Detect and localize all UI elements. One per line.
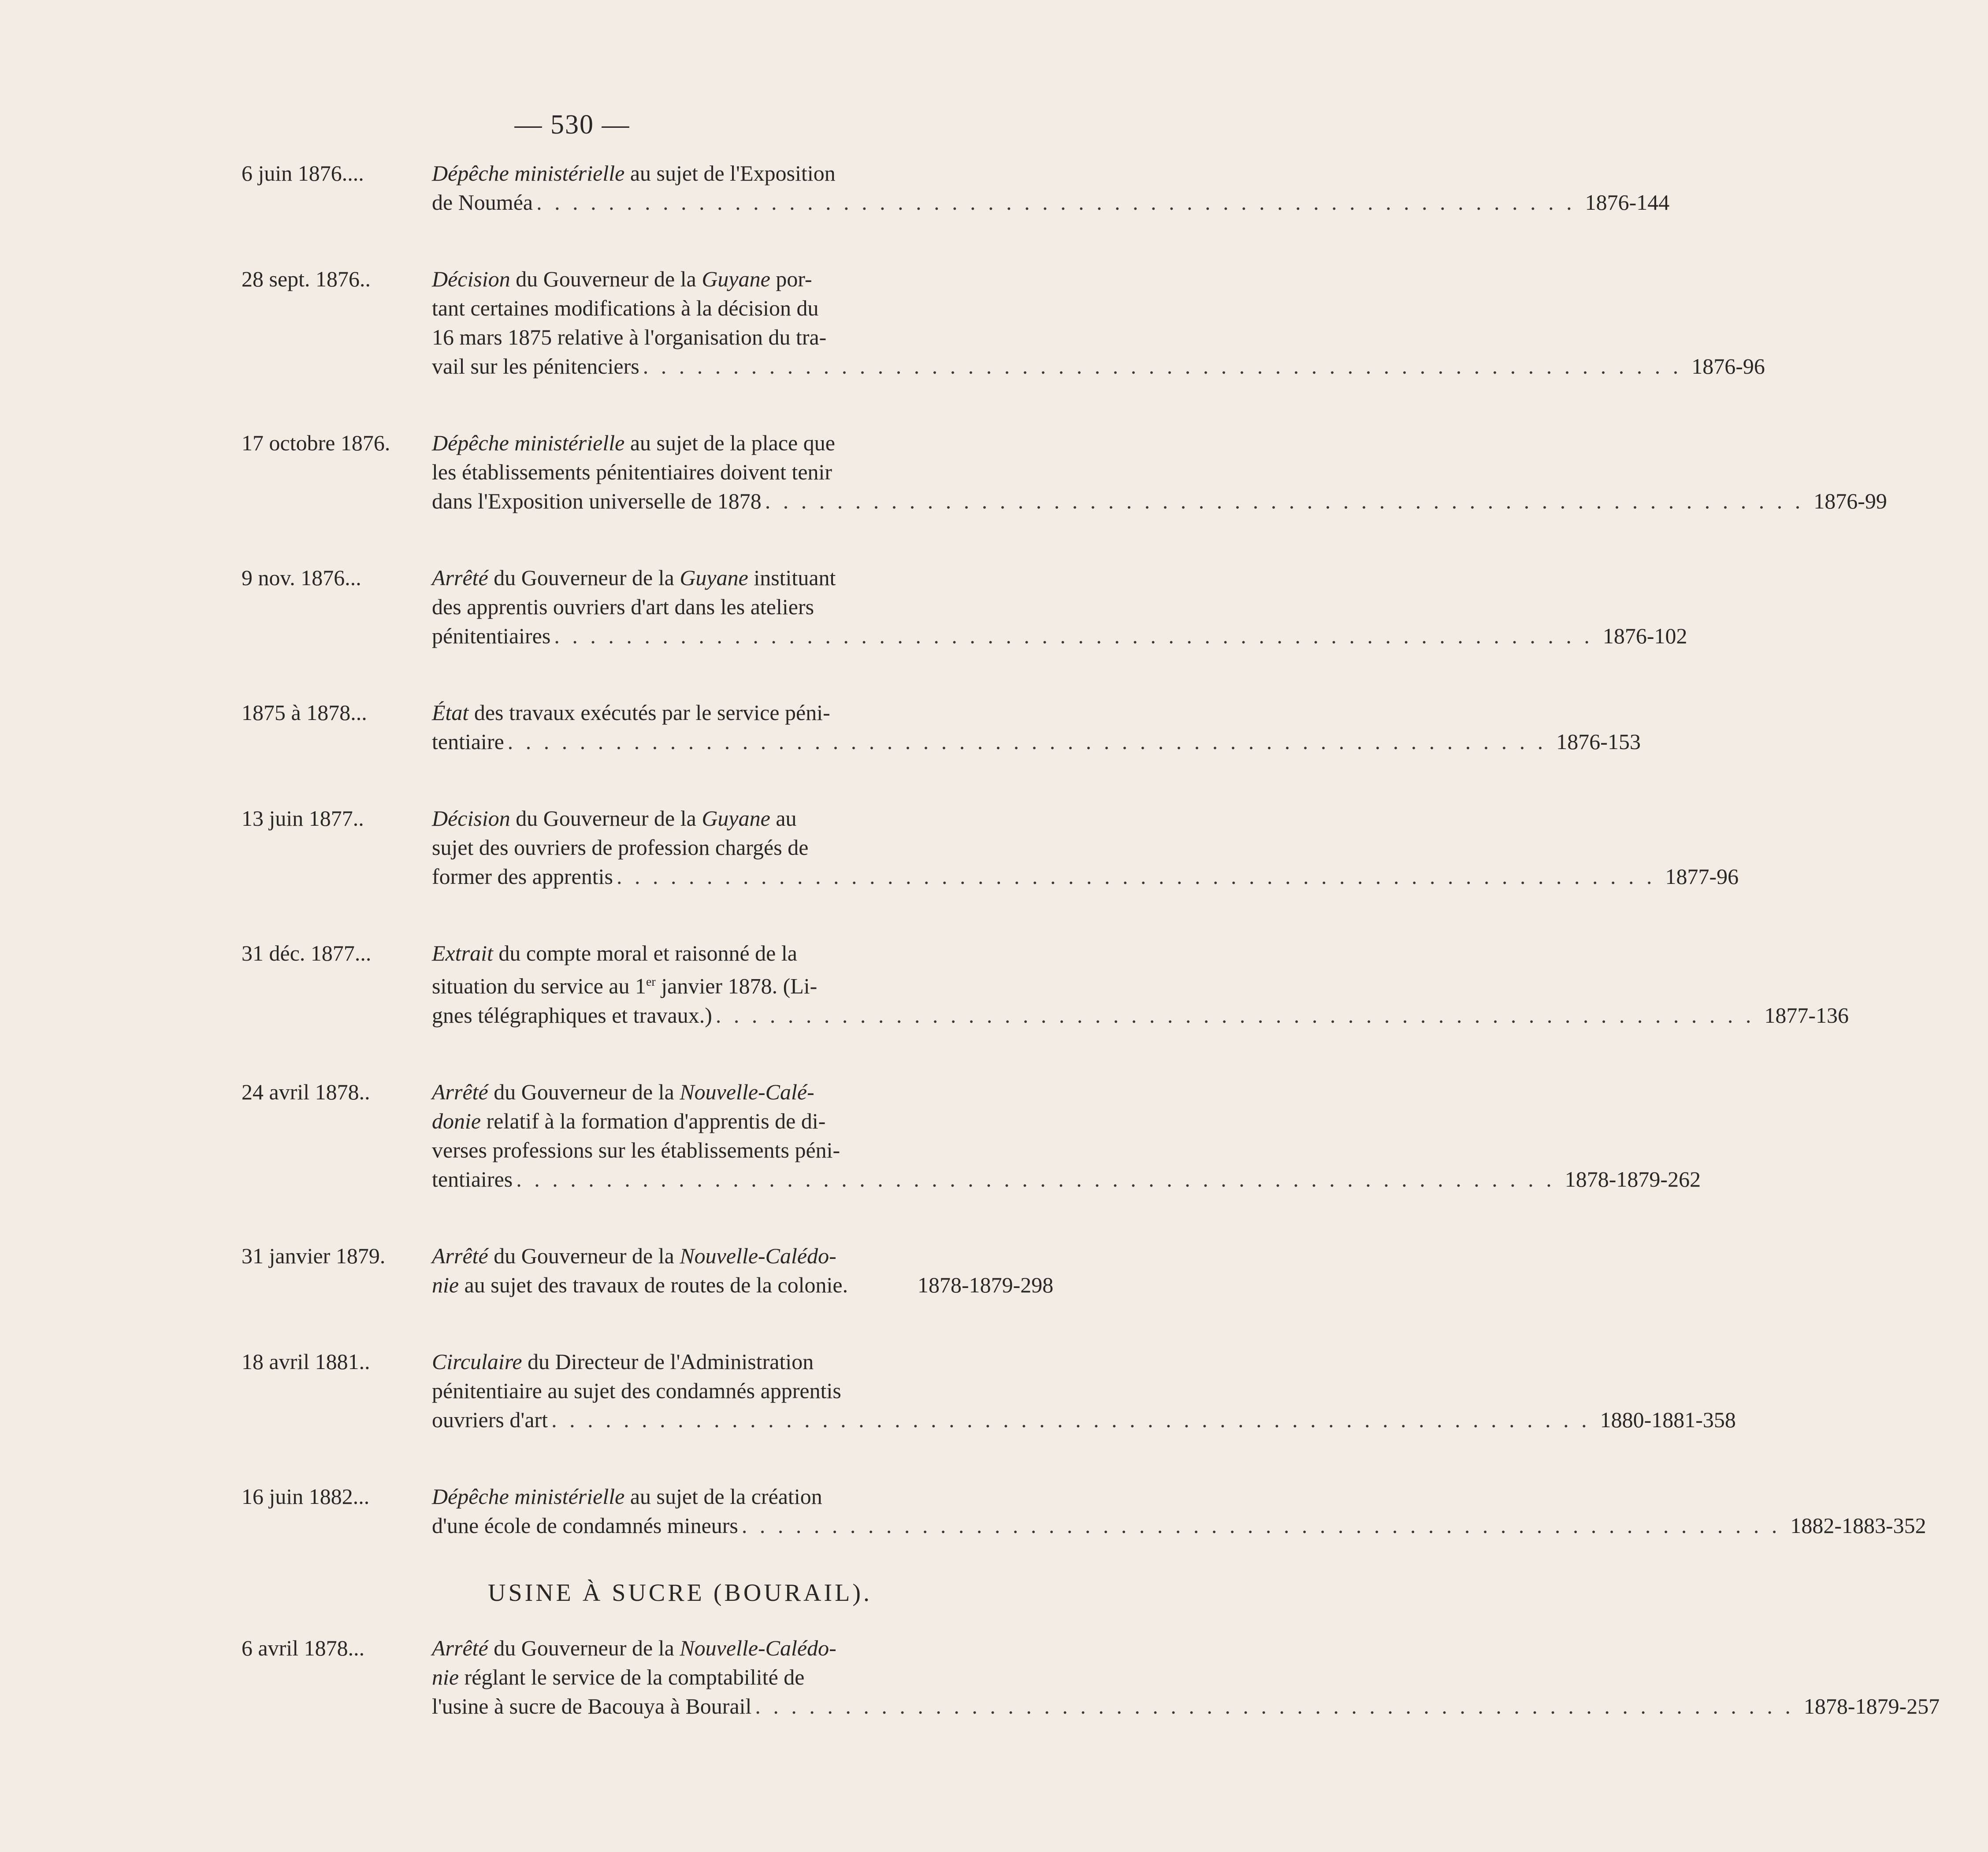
description-last-line: [432, 1001, 1939, 1030]
reference-number: 1878-1879-298: [918, 1272, 1054, 1297]
description-line: tant certaines modifications à la décision du: [432, 296, 819, 320]
index-entry: [242, 159, 1670, 217]
description-line: donie relatif à la formation d'apprentis de di-: [432, 1108, 826, 1133]
description-line: nie au sujet des travaux de routes de la colonie.: [432, 1272, 848, 1297]
entry-list: [242, 159, 1940, 1768]
entry-date: 13 juin 1877..: [242, 806, 364, 831]
entry-description: [432, 1633, 1978, 1721]
description-line: nie réglant le service de la comptabilité de: [432, 1664, 805, 1689]
description-line: gnes télégraphiques et travaux.): [432, 1002, 712, 1028]
index-entry: [242, 1633, 1940, 1721]
description-line: Circulaire du Directeur de l'Administration: [432, 1349, 814, 1374]
entry-description: [432, 563, 1777, 650]
description-last-line: [432, 352, 1866, 381]
reference-number: 1876-153: [1556, 729, 1641, 754]
index-entry: [242, 1347, 1736, 1434]
description-line: d'une école de condamnés mineurs: [432, 1513, 738, 1538]
dot-leader: . . . . . . . . . . . . . . . . . . . . . . . . . . . . . . . . . . . . . . . . . . . . . . . . . . . . . . . . . .: [536, 190, 1576, 215]
entry-description: [432, 1077, 1739, 1194]
reference-number: 1876-102: [1602, 624, 1687, 648]
index-entry: [242, 804, 1739, 891]
entry-date: 1875 à 1878...: [242, 700, 367, 725]
entry-date: 9 nov. 1876...: [242, 565, 361, 590]
index-entry: [242, 1241, 1092, 1299]
reference-number: 1877-136: [1764, 1002, 1849, 1028]
reference-number: 1876-96: [1691, 354, 1765, 379]
description-line: Arrêté du Gouverneur de la Nouvelle-Calédo-: [432, 1635, 836, 1660]
entry-description: [432, 939, 1939, 1030]
description-line: Dépêche ministérielle au sujet de la création: [432, 1484, 822, 1509]
description-last-line: [432, 1165, 1739, 1194]
index-entry: [242, 428, 1887, 516]
entry-description: [432, 1482, 1965, 1540]
description-last-line: [432, 188, 1760, 217]
description-line: les établissements pénitentiaires doivent tenir: [432, 460, 832, 484]
description-line: vail sur les pénitenciers: [432, 354, 639, 379]
dot-leader: . . . . . . . . . . . . . . . . . . . . . . . . . . . . . . . . . . . . . . . . . . . . . . . . . . . . . . . . . .: [643, 354, 1682, 379]
reference-number: 1882-1883-352: [1790, 1513, 1926, 1538]
description-line: ouvriers d'art: [432, 1407, 548, 1432]
entry-date: 31 janvier 1879.: [242, 1243, 386, 1268]
reference-number: 1880-1881-358: [1600, 1407, 1736, 1432]
description-line: Dépêche ministérielle au sujet de la place que: [432, 431, 835, 455]
description-line: situation du service au 1er janvier 1878. (Li-: [432, 973, 817, 998]
description-last-line: [432, 1511, 1965, 1540]
reference-number: 1876-99: [1813, 489, 1887, 513]
description-last-line: [432, 486, 1988, 516]
entry-description: [432, 428, 1988, 516]
reference-number: 1878-1879-262: [1564, 1166, 1701, 1191]
description-last-line: [432, 621, 1777, 650]
index-entry: [242, 939, 1849, 1030]
index-entry: [242, 1482, 1926, 1540]
reference-number: 1878-1879-257: [1803, 1693, 1940, 1718]
description-line: verses professions sur les établissements péni-: [432, 1137, 840, 1162]
entry-description: [432, 264, 1866, 381]
index-entry: [242, 698, 1641, 756]
entry-description: [432, 1347, 1775, 1434]
dot-leader: . . . . . . . . . . . . . . . . . . . . . . . . . . . . . . . . . . . . . . . . . . . . . . . . . . . . . . . . . .: [741, 1513, 1781, 1538]
description-line: pénitentiaires: [432, 624, 551, 648]
description-line: tentiaire: [432, 729, 504, 754]
page-number: — 530 —: [514, 110, 630, 140]
entry-date: 18 avril 1881..: [242, 1349, 370, 1374]
entry-description: [432, 1241, 1092, 1299]
description-line: Décision du Gouverneur de la Guyane au: [432, 806, 797, 831]
entry-date: 31 déc. 1877...: [242, 941, 372, 965]
description-last-line: [432, 1270, 1092, 1299]
description-last-line: [432, 1692, 1978, 1721]
index-entry: [242, 264, 1765, 381]
reference-number: 1877-96: [1665, 864, 1739, 889]
description-line: Arrêté du Gouverneur de la Nouvelle-Calédo-: [432, 1243, 836, 1268]
entry-description: [432, 159, 1760, 217]
description-line: dans l'Exposition universelle de 1878: [432, 489, 762, 513]
description-line: de Nouméa: [432, 190, 533, 215]
dot-leader: . . . . . . . . . . . . . . . . . . . . . . . . . . . . . . . . . . . . . . . . . . . . . . . . . . . . . . . . . .: [554, 624, 1593, 648]
description-line: pénitentiaire au sujet des condamnés apprentis: [432, 1378, 841, 1403]
index-entry: [242, 1077, 1701, 1194]
entry-description: [432, 698, 1731, 756]
entry-date: 16 juin 1882...: [242, 1484, 370, 1509]
description-line: Extrait du compte moral et raisonné de la: [432, 941, 797, 965]
dot-leader: . . . . . . . . . . . . . . . . . . . . . . . . . . . . . . . . . . . . . . . . . . . . . . . . . . . . . . . . . .: [616, 864, 1656, 889]
description-last-line: [432, 727, 1731, 756]
dot-leader: . . . . . . . . . . . . . . . . . . . . . . . . . . . . . . . . . . . . . . . . . . . . . . . . . . . . . . . . . .: [551, 1407, 1590, 1432]
description-line: tentiaires: [432, 1166, 513, 1191]
description-line: 16 mars 1875 relative à l'organisation du tra-: [432, 325, 827, 349]
entry-date: 28 sept. 1876..: [242, 267, 371, 291]
reference-number: 1876-144: [1585, 190, 1670, 215]
dot-leader: . . . . . . . . . . . . . . . . . . . . . . . . . . . . . . . . . . . . . . . . . . . . . . . . . . . . . . . . . .: [507, 729, 1547, 754]
description-line: État des travaux exécutés par le service péni-: [432, 700, 830, 725]
entry-date: 6 avril 1878...: [242, 1635, 365, 1660]
entry-date: 6 juin 1876....: [242, 161, 364, 186]
description-line: Décision du Gouverneur de la Guyane por-: [432, 267, 812, 291]
entry-description: [432, 804, 1839, 891]
description-line: Dépêche ministérielle au sujet de l'Exposition: [432, 161, 836, 186]
description-line: des apprentis ouvriers d'art dans les ateliers: [432, 594, 814, 619]
description-last-line: [432, 862, 1839, 891]
dot-leader: . . . . . . . . . . . . . . . . . . . . . . . . . . . . . . . . . . . . . . . . . . . . . . . . . . . . . . . . . .: [765, 489, 1804, 513]
description-line: sujet des ouvriers de profession chargés de: [432, 835, 809, 860]
description-line: l'usine à sucre de Bacouya à Bourail: [432, 1693, 752, 1718]
dot-leader: . . . . . . . . . . . . . . . . . . . . . . . . . . . . . . . . . . . . . . . . . . . . . . . . . . . . . . . . . .: [755, 1693, 1794, 1718]
description-line: Arrêté du Gouverneur de la Guyane instituant: [432, 565, 836, 590]
entry-date: 24 avril 1878..: [242, 1079, 370, 1104]
dot-leader: . . . . . . . . . . . . . . . . . . . . . . . . . . . . . . . . . . . . . . . . . . . . . . . . . . . . . . . . . .: [516, 1166, 1555, 1191]
description-last-line: [432, 1405, 1775, 1434]
description-line: former des apprentis: [432, 864, 613, 889]
section-title: USINE À SUCRE (BOURAIL).: [488, 1579, 872, 1607]
index-entry: [242, 563, 1687, 650]
dot-leader: . . . . . . . . . . . . . . . . . . . . . . . . . . . . . . . . . . . . . . . . . . . . . . . . . . . . . . . . . .: [715, 1002, 1755, 1028]
description-line: Arrêté du Gouverneur de la Nouvelle-Calé-: [432, 1079, 814, 1104]
entry-date: 17 octobre 1876.: [242, 431, 390, 455]
